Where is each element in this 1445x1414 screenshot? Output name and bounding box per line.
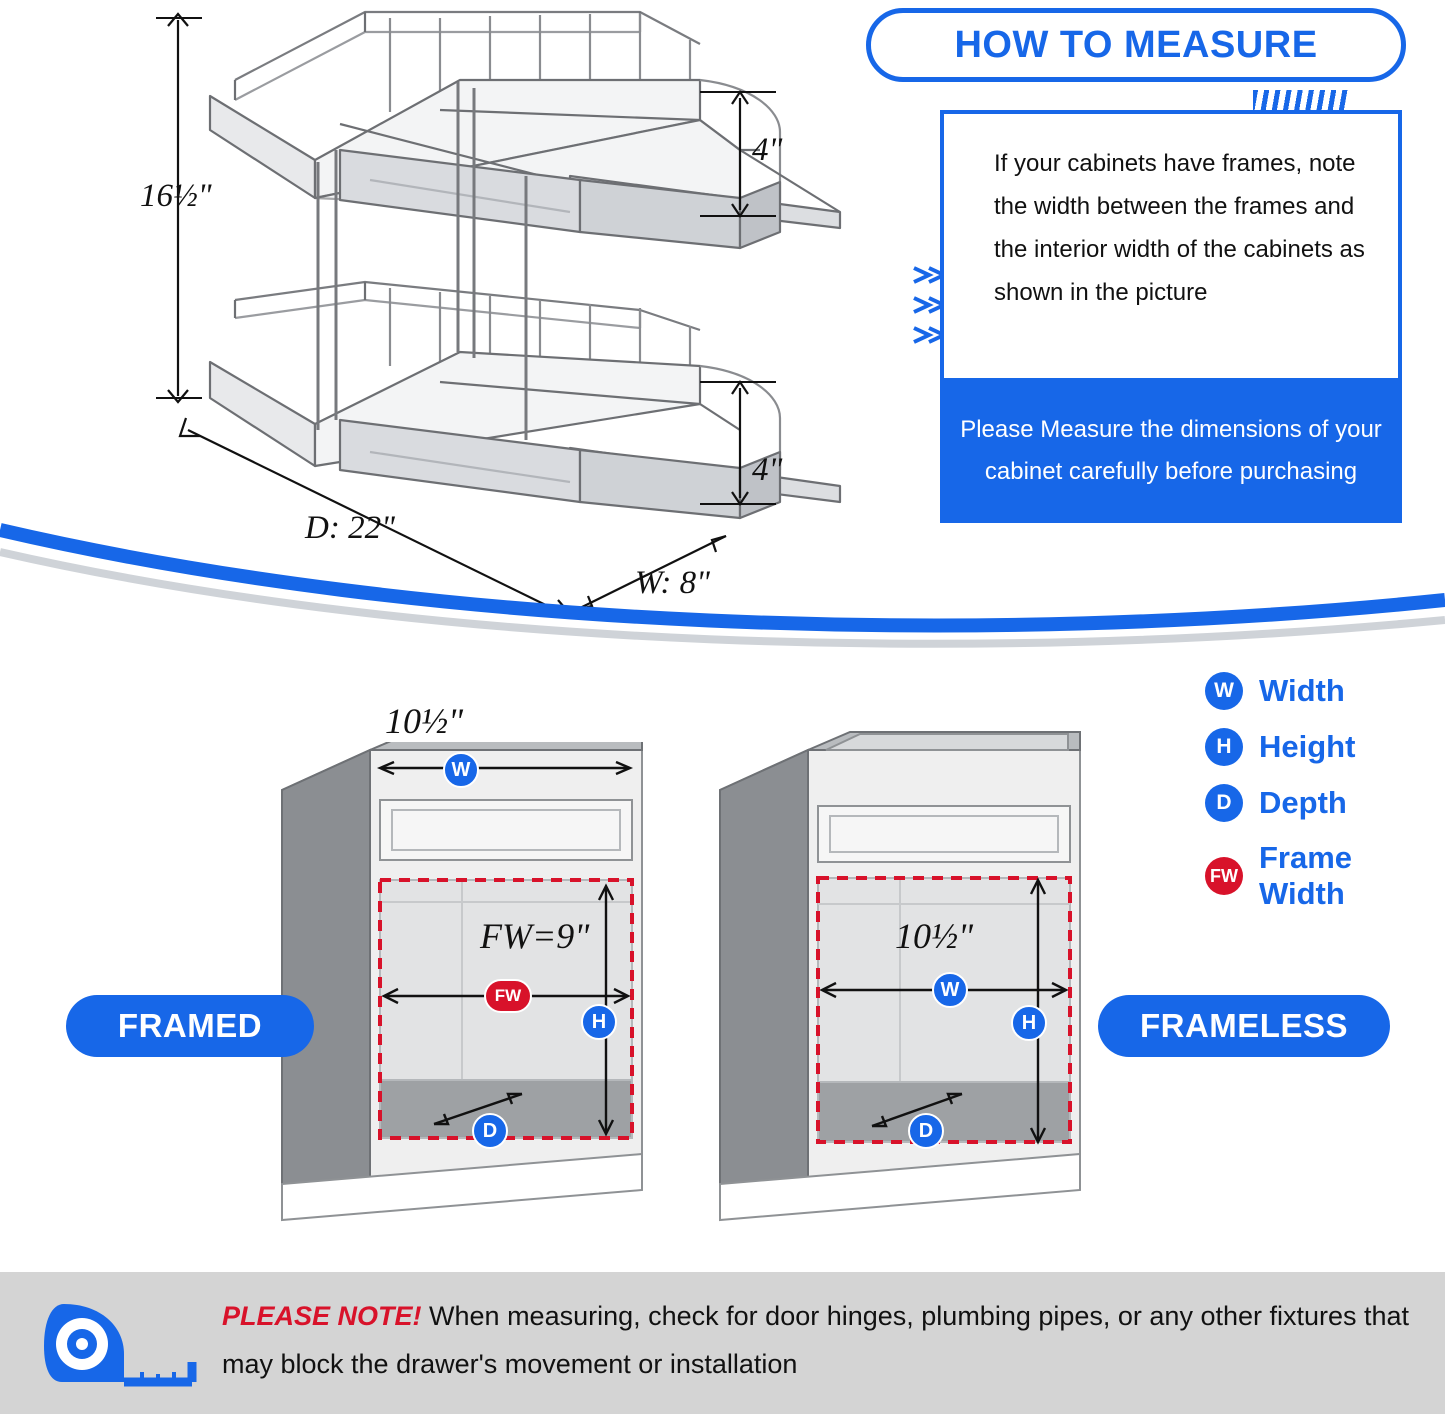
- product-width-label: W: 8": [635, 565, 710, 601]
- frame-note-box: [940, 110, 1402, 390]
- measure-callout-box: [940, 378, 1402, 523]
- frameless-cabinet-drawing: [700, 722, 1100, 1242]
- framed-width-marker-icon: W: [443, 752, 479, 788]
- how-to-measure-title: [866, 8, 1406, 82]
- tape-measure-icon: [42, 1296, 202, 1406]
- framed-cabinet-drawing: [262, 742, 662, 1242]
- legend: [1205, 672, 1435, 930]
- depth-badge-icon: D: [1205, 784, 1243, 822]
- legend-item-width: [1205, 672, 1435, 710]
- legend-label-height: Height: [1259, 729, 1356, 764]
- legend-label-frame-width: Frame Width: [1259, 840, 1353, 911]
- product-top-tier-height-label: 4": [752, 132, 783, 168]
- framed-frame-width-marker-icon: FW: [484, 979, 532, 1013]
- measure-callout-text: Please Measure the dimensions of your cabinet carefully before purchasing: [960, 415, 1382, 485]
- frameless-pill-label: FRAMELESS: [1139, 1007, 1348, 1044]
- height-badge-icon: H: [1205, 728, 1243, 766]
- how-to-measure-title-text: HOW TO MEASURE: [954, 23, 1318, 66]
- footer-note: [222, 1292, 1422, 1388]
- frameless-height-marker-icon: H: [1011, 1005, 1047, 1041]
- please-note-highlight: PLEASE NOTE!: [222, 1301, 422, 1331]
- frameless-width-marker-icon: W: [932, 972, 968, 1008]
- frame-note-text: If your cabinets have frames, note the width between the frames and the interior width of the cabinets as shown in the picture: [994, 150, 1365, 306]
- product-bottom-tier-height-label: 4": [752, 452, 783, 488]
- legend-label-depth: Depth: [1259, 785, 1347, 820]
- framed-pill: [66, 995, 314, 1057]
- framed-height-marker-icon: H: [581, 1004, 617, 1040]
- legend-item-frame-width: [1205, 840, 1435, 912]
- framed-pill-label: FRAMED: [117, 1007, 263, 1044]
- legend-label-width: Width: [1259, 673, 1345, 708]
- framed-depth-marker-icon: D: [472, 1113, 508, 1149]
- frameless-inner-width-label: 10½": [895, 916, 974, 956]
- frameless-pill: [1098, 995, 1390, 1057]
- framed-frame-width-label: FW=9": [480, 916, 590, 956]
- footer-note-text: When measuring, check for door hinges, plumbing pipes, or any other fixtures that may block the drawer's movement or installation: [222, 1301, 1410, 1379]
- framed-top-width-label: 10½": [385, 701, 464, 741]
- legend-item-depth: [1205, 784, 1435, 822]
- section-divider: [0, 512, 1445, 662]
- product-height-label: 16½": [140, 178, 212, 214]
- frameless-depth-marker-icon: D: [908, 1113, 944, 1149]
- product-depth-label: D: 22": [305, 510, 395, 546]
- hatch-decoration-icon: [1253, 90, 1349, 112]
- legend-item-height: [1205, 728, 1435, 766]
- width-badge-icon: W: [1205, 672, 1243, 710]
- frame-width-badge-icon: FW: [1205, 857, 1243, 895]
